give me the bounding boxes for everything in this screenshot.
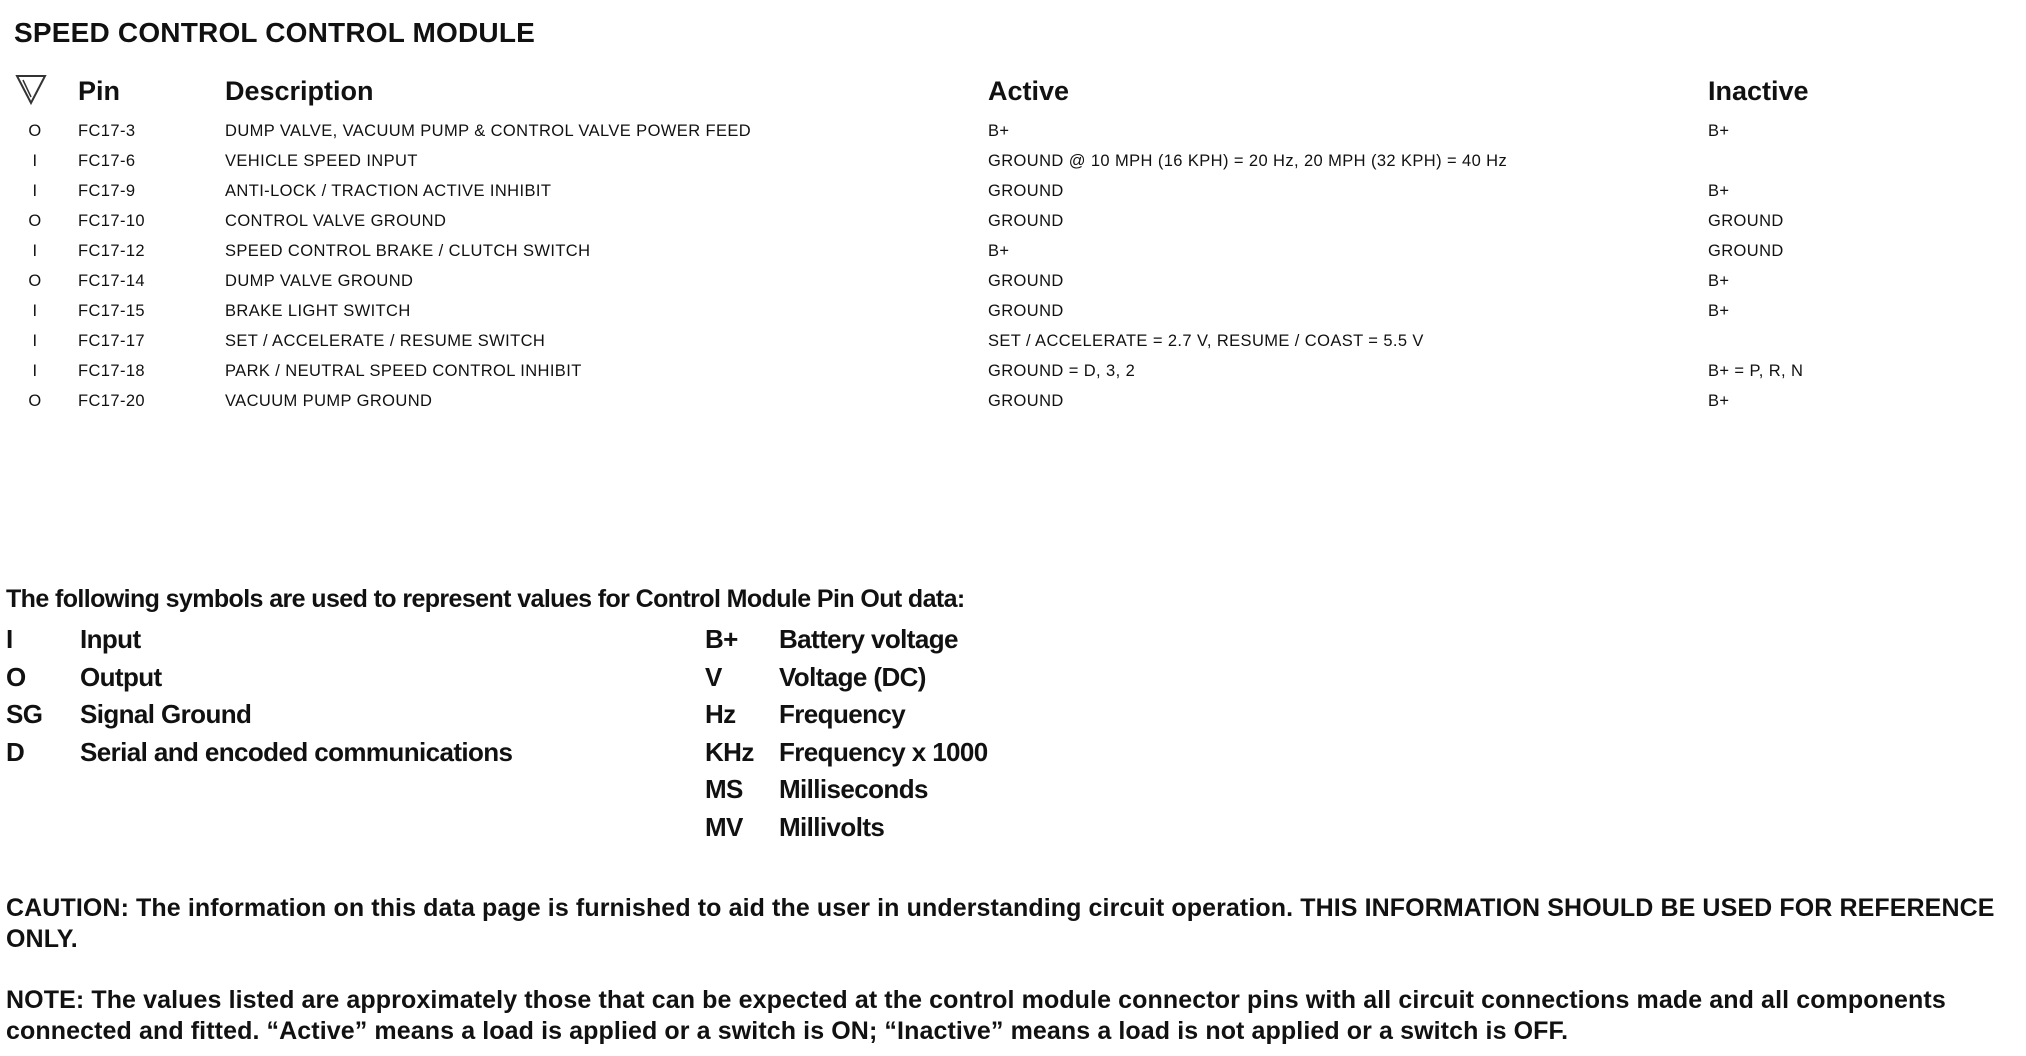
table-row — [0, 236, 2026, 266]
pin-number-cell: FC17-12 — [78, 242, 145, 260]
legend-symbol: O — [6, 661, 26, 692]
table-row — [0, 326, 2026, 356]
pin-description-cell: SPEED CONTROL BRAKE / CLUTCH SWITCH — [225, 242, 591, 260]
legend-symbol: I — [6, 624, 13, 654]
pin-io-cell: I — [32, 152, 38, 170]
header-inactive: Inactive — [1708, 76, 1809, 106]
legend-meaning: Output — [80, 661, 162, 692]
table-row — [0, 356, 2026, 386]
pin-active-cell: SET / ACCELERATE = 2.7 V, RESUME / COAST = 5.5 V — [988, 332, 1424, 350]
pin-io-cell: I — [32, 332, 38, 350]
pin-number-cell: FC17-9 — [78, 182, 136, 200]
pin-active-cell: B+ — [988, 242, 1010, 260]
legend-meaning: Milliseconds — [779, 774, 928, 804]
pin-table — [0, 72, 2026, 416]
pin-inactive-cell: B+ — [1708, 392, 1730, 410]
legend-symbol: SG — [6, 699, 43, 729]
pin-inactive-cell: B+ = P, R, N — [1708, 362, 1804, 380]
legend-symbol: MV — [705, 811, 743, 842]
table-row — [0, 266, 2026, 296]
pin-number-cell: FC17-10 — [78, 212, 145, 230]
table-row — [0, 296, 2026, 326]
table-row — [0, 386, 2026, 416]
pin-description-cell: ANTI-LOCK / TRACTION ACTIVE INHIBIT — [225, 182, 552, 200]
legend-meaning: Millivolts — [779, 811, 885, 842]
pin-active-cell: B+ — [988, 122, 1010, 140]
pin-io-cell: O — [28, 212, 42, 230]
pin-number-cell: FC17-6 — [78, 152, 136, 170]
pin-description-cell: SET / ACCELERATE / RESUME SWITCH — [225, 332, 546, 350]
pin-active-cell: GROUND @ 10 MPH (16 KPH) = 20 Hz, 20 MPH (32 KPH) = 40 Hz — [988, 152, 1508, 170]
pin-active-cell: GROUND — [988, 272, 1064, 290]
table-row — [0, 116, 2026, 146]
pin-number-cell: FC17-20 — [78, 392, 145, 410]
pin-io-cell: O — [28, 122, 42, 140]
pin-inactive-cell: GROUND — [1708, 212, 1784, 230]
header-description: Description — [225, 76, 374, 106]
pin-active-cell: GROUND — [988, 182, 1064, 200]
legend-symbol: MS — [705, 774, 743, 804]
table-body — [0, 116, 2026, 416]
pin-active-cell: GROUND — [988, 392, 1064, 410]
pin-io-cell: I — [32, 242, 38, 260]
legend-symbol: D — [6, 736, 25, 767]
pin-description-cell: BRAKE LIGHT SWITCH — [225, 302, 411, 320]
legend-meaning: Battery voltage — [779, 624, 958, 654]
pin-io-cell: I — [32, 182, 38, 200]
pin-active-cell: GROUND = D, 3, 2 — [988, 362, 1136, 380]
legend-symbol: B+ — [705, 624, 738, 654]
pin-inactive-cell: B+ — [1708, 272, 1730, 290]
pin-number-cell: FC17-15 — [78, 302, 145, 320]
table-row — [0, 146, 2026, 176]
pin-inactive-cell: GROUND — [1708, 242, 1784, 260]
legend-symbol: V — [705, 661, 722, 692]
note-text: NOTE: The values listed are approximately those that can be expected at the control module connector pins with all circuit connections made and all components connected and fitted. “Active” means a load is applied or a switch is ON; “Inactive” means a load is not applied or a switch is OFF. — [6, 986, 1946, 1045]
pin-description-cell: DUMP VALVE, VACUUM PUMP & CONTROL VALVE POWER FEED — [225, 122, 752, 140]
pin-description-cell: DUMP VALVE GROUND — [225, 272, 414, 290]
pin-io-cell: O — [28, 272, 42, 290]
pin-description-cell: PARK / NEUTRAL SPEED CONTROL INHIBIT — [225, 362, 582, 380]
pin-active-cell: GROUND — [988, 302, 1064, 320]
triangle-down-icon — [14, 72, 48, 106]
pin-io-cell: I — [32, 362, 38, 380]
table-header — [0, 72, 2026, 116]
legend-meaning: Serial and encoded communications — [80, 736, 513, 767]
legend-intro: The following symbols are used to represent values for Control Module Pin Out data: — [6, 585, 965, 613]
legend-meaning: Frequency — [779, 699, 906, 729]
table-row — [0, 176, 2026, 206]
pin-io-cell: O — [28, 392, 42, 410]
legend-meaning: Input — [80, 624, 141, 654]
pin-io-cell: I — [32, 302, 38, 320]
pin-active-cell: GROUND — [988, 212, 1064, 230]
table-row — [0, 206, 2026, 236]
pin-number-cell: FC17-17 — [78, 332, 145, 350]
pin-inactive-cell: B+ — [1708, 302, 1730, 320]
pin-description-cell: CONTROL VALVE GROUND — [225, 212, 447, 230]
pin-inactive-cell: B+ — [1708, 122, 1730, 140]
header-active: Active — [988, 76, 1070, 106]
legend-symbol: Hz — [705, 699, 736, 729]
pin-number-cell: FC17-14 — [78, 272, 145, 290]
header-pin: Pin — [78, 76, 121, 106]
legend-meaning: Voltage (DC) — [779, 661, 926, 692]
pin-inactive-cell: B+ — [1708, 182, 1730, 200]
pin-description-cell: VEHICLE SPEED INPUT — [225, 152, 418, 170]
legend-meaning: Frequency x 1000 — [779, 736, 988, 767]
page-title: SPEED CONTROL CONTROL MODULE — [14, 17, 536, 48]
pin-description-cell: VACUUM PUMP GROUND — [225, 392, 433, 410]
caution-text: CAUTION: The information on this data page is furnished to aid the user in understanding circuit operation. THIS INFORMATION SHOULD BE USED FOR REFERENCE ONLY. — [6, 894, 1995, 953]
pin-number-cell: FC17-18 — [78, 362, 145, 380]
legend-symbol: KHz — [705, 736, 754, 767]
pin-number-cell: FC17-3 — [78, 122, 136, 140]
legend-meaning: Signal Ground — [80, 699, 252, 729]
